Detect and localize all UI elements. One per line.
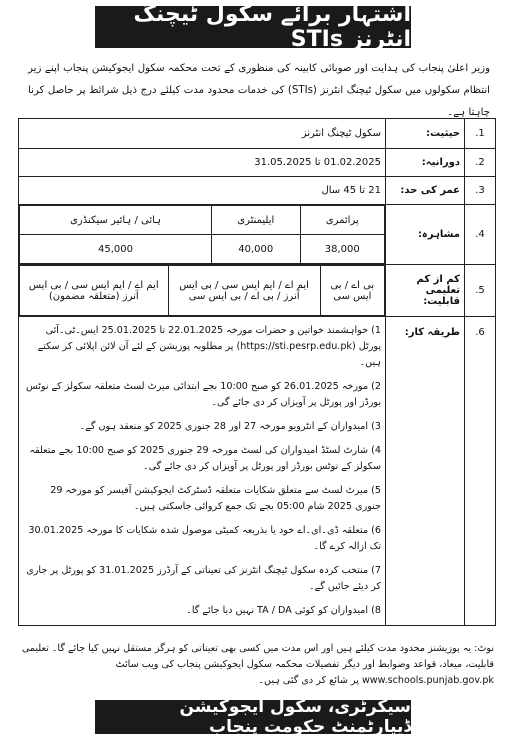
list-item: 1) خواہشمند خواتین و حضرات مورخہ 22.01.2025 تا 25.01.2025 ایس۔ٹی۔آئی پورٹل (https://sti.pesrp.edu.pk) پر مطلوبہ پوزیشن کے لئے آن لائن اپلائی کر سکتے ہیں۔ bbox=[37, 325, 381, 368]
intro-paragraph: وزیر اعلیٰ پنجاب کی ہدایت اور صوبائی کابینہ کی منظوری کے تحت محکمہ سکول ایجوکیشن پنجاب اپنے زیر انتظام سکولوں میں سکول ٹیچنگ انٹرنز (STIs) کی خدمات محدود مدت کیلئے درج ذیل شرائط پر حاصل کرنا چاہتا ہے۔ bbox=[28, 63, 490, 118]
row-label: طریقہ کار: bbox=[386, 317, 465, 626]
qualification-value: ایم اے / ایم ایس سی / بی ایس آنرز (متعلقہ مضمون) bbox=[20, 266, 169, 316]
qualification-row bbox=[19, 265, 496, 317]
qualification-value: ایم اے / ایم ایس سی / بی ایس آنرز / بی اے / بی ایس سی bbox=[168, 266, 320, 316]
salary-header: پرائمری bbox=[300, 206, 384, 235]
salary-header: ہائی / ہائیر سیکنڈری bbox=[20, 206, 212, 235]
table-row bbox=[19, 177, 496, 205]
row-label: مشاہرہ: bbox=[386, 205, 465, 265]
header-title: اشتہار برائے سکول ٹیچنگ انٹرنز STIs bbox=[133, 2, 411, 52]
row-number: 2. bbox=[465, 149, 496, 177]
method-row bbox=[19, 317, 496, 626]
list-item: 6) متعلقہ ڈی۔ای۔اے خود یا بذریعہ کمیٹی موصول شدہ شکایات کا مورخہ 30.01.2025 تک ازالہ کرے گا۔ bbox=[28, 525, 381, 552]
qualification-table bbox=[19, 265, 385, 316]
table-row bbox=[19, 119, 496, 149]
row-label: دورانیہ: bbox=[386, 149, 465, 177]
salary-value: 45,000 bbox=[20, 235, 212, 264]
table-row bbox=[19, 149, 496, 177]
list-item: 5) میرٹ لسٹ سے متعلق شکایات متعلقہ ڈسٹرکٹ ایجوکیشن آفیسر کو مورخہ 29 جنوری 2025 شام 05:00 بجے تک جمع کروائی جاسکتی ہیں۔ bbox=[50, 485, 381, 512]
list-item: 7) منتخب کردہ سکول ٹیچنگ انٹرنز کی تعیناتی کے آرڈرز 31.01.2025 کو پورٹل پر جاری کر دیئے جائیں گے۔ bbox=[26, 565, 381, 592]
row-number: 5. bbox=[465, 265, 496, 317]
salary-value: 38,000 bbox=[300, 235, 384, 264]
row-label: حیثیت: bbox=[386, 119, 465, 149]
qualification-value: بی اے / بی ایس سی bbox=[320, 266, 384, 316]
method-list bbox=[23, 319, 381, 623]
row-number: 1. bbox=[465, 119, 496, 149]
salary-row bbox=[19, 205, 496, 265]
salary-value: 40,000 bbox=[212, 235, 300, 264]
row-label: کم از کم تعلیمی قابلیت: bbox=[386, 265, 465, 317]
header-title-banner bbox=[95, 2, 411, 52]
row-number: 4. bbox=[465, 205, 496, 265]
salary-header: ایلیمنٹری bbox=[212, 206, 300, 235]
row-value: 21 تا 45 سال bbox=[19, 177, 386, 205]
row-number: 6. bbox=[465, 317, 496, 626]
conditions-table bbox=[18, 118, 496, 626]
footer-text: سیکرٹری، سکول ایجوکیشن ڈیپارٹمنٹ حکومت پنجاب bbox=[179, 697, 411, 737]
list-item: 2) مورخہ 26.01.2025 کو صبح 10:00 بجے ابتدائی میرٹ لسٹ متعلقہ سکولز کے نوٹس بورڈز اور پورٹل پر آویزاں کر دی جائے گی۔ bbox=[25, 381, 381, 408]
footer-signature-banner bbox=[95, 697, 411, 737]
row-value: سکول ٹیچنگ انٹرنز bbox=[19, 119, 386, 149]
salary-table bbox=[19, 205, 385, 264]
footnote: نوٹ: یہ پوزیشنز محدود مدت کیلئے ہیں اور اس مدت میں کسی بھی تعیناتی کو ہرگز مستقل نہیں کیا جائے گا۔ تعلیمی قابلیت، میعاد، قواعد وضوابط اور دیگر تفصیلات محکمہ سکول ایجوکیشن پنجاب کی ویب سائٹ www.schools.punjab.gov.pk پر شائع کر دی گئی ہیں۔ bbox=[21, 643, 494, 686]
list-item: 8) امیدواران کو کوئی TA / DA نہیں دیا جائے گا۔ bbox=[186, 605, 381, 616]
row-label: عمر کی حد: bbox=[386, 177, 465, 205]
row-value: 01.02.2025 تا 31.05.2025 bbox=[19, 149, 386, 177]
row-number: 3. bbox=[465, 177, 496, 205]
list-item: 3) امیدواران کے انٹرویو مورخہ 27 اور 28 جنوری 2025 کو منعقد ہوں گے۔ bbox=[79, 421, 381, 432]
list-item: 4) شارٹ لسٹڈ امیدواران کی لسٹ مورخہ 29 جنوری 2025 کو صبح 10:00 بجے متعلقہ سکولز کے نوٹس بورڈز اور پورٹل پر آویزاں کر دی جائے گی۔ bbox=[29, 445, 381, 472]
